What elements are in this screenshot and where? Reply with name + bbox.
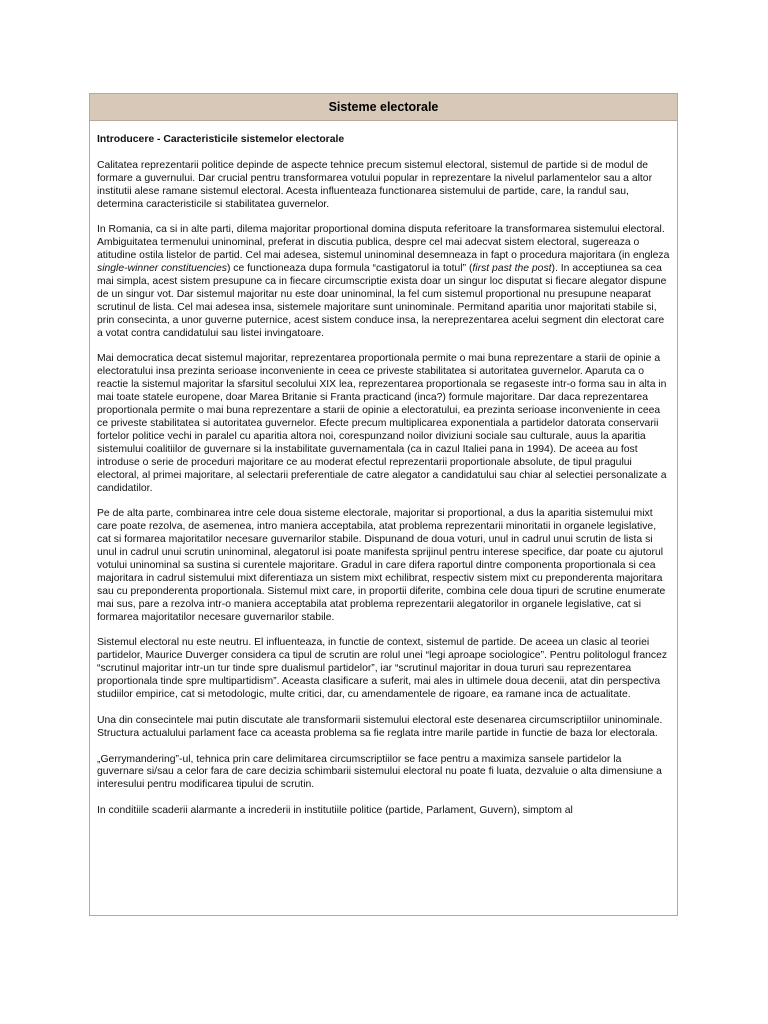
paragraph-7: „Gerrymandering”-ul, tehnica prin care delimitarea circumscriptiilor se face pentru a maximiza sansele partidelor la guvernare si/sau a celor fara de care decizia schimbarii sistemului electoral nu poate fi luata, dezvaluie o alta dimensiune a interesului pentru modificarea tipului de scrutin. <box>97 753 662 791</box>
document-title-bar <box>90 94 677 121</box>
paragraph-4: Pe de alta parte, combinarea intre cele doua sisteme electorale, majoritar si proportional, a dus la aparitia sistemului mixt care poate rezolva, de asemenea, intro maniera acceptabila, atat problema reprezentarii minoritatii in organele legislative, cat si formarea majoritatilor necesare guvernarilor stabile. Dispunand de doua voturi, unul in cadrul unui scrutin de lista si unul in cadrul unui scrutin uninominal, alegatorul isi poate manifesta sprijinul pentru interese specifice, dar poate cu ajutorul votului uninominal sa sustina si curentele majoritare. Gradul in care difera raportul dintre componenta proportionala si cea majoritara in cadrul sistemului mixt diferentiaza un sistem mixt echilibrat, respectiv sistem mixt cu preponderenta majoritara sau cu preponderenta proportionala. Sistemul mixt care, in proportii diferite, combina cele doua tipuri de scrutine enumerate mai sus, pare a rezolva intr-o maniera acceptabila atat problema reprezentarii alegatorilor in organele legislative, cat si formarea majoritatilor necesare guvernarilor stabile. <box>97 508 666 623</box>
paragraph-2-part-3: ). In acceptiunea sa cea mai simpla, acest sistem presupune ca in fiecare circumscriptie exista doar un singur loc disputat si fiecare alegator dispune de un singur vot. Dar sistemul majoritar nu este doar uninominal, la fel cum sistemul proportional nu presupune neaparat scrutinul de lista. Cel mai adesea insa, sistemele majoritare sunt uninominale. Permitand aparitia unor majoritati stabile si, prin consecinta, a unor guverne puternice, acest sistem conduce insa, la nereprezentarea acelui segment din electorat care a votat contra candidatului sau listei invingatoare. <box>97 263 667 339</box>
paragraph-2-part-1: In Romania, ca si in alte parti, dilema majoritar proportional domina disputa referitoare la transformarea sistemului electoral. Ambiguitatea termenului uninominal, preferat in discutia publica, despre cel mai adecvat sistem electoral, sugereaza o atitudine ostila listelor de partid. Cel mai adesea, sistemul uninominal desemneaza in fapt o procedura majoritara (in engleza <box>97 224 670 262</box>
paragraph-3: Mai democratica decat sistemul majoritar, reprezentarea proportionala permite o mai buna reprezentare a starii de opinie a electoratului insa prezinta serioase inconveniente in ceea ce priveste stabilitatea si autoritatea guvernelor. Aparuta ca o reactie la sistemul majoritar la sfarsitul secolului XIX lea, reprezentarea proportionala se regaseste intr-o forma sau in alta in mai toate statele europene, doar Marea Britanie si Franta practicand (inca?) formule majoritare. Dar daca reprezentarea proportionala permite o mai buna reprezentare a starii de opinie a electoratului, ea prezinta serioase inconveniente in ceea ce priveste stabilitatea si autoritatea guvernelor. Efecte precum multiplicarea exponentiala a partidelor datorata conservarii fortelor politice vechi in paralel cu aparitia altora noi, corespunzand noilor diviziuni sociale sau culturale, auus la aparitia sistemului coalitiilor de guvernare si la instabilitate guvernamentala (ca in cazul Italiei pana in 1994). De aceea au fost introduse o serie de proceduri majoritare ce au moderat efectul reprezentarii proportionale absolute, de tipul pragului electoral, al primei majoritare, al selectarii preferentiale de catre alegator a candidatului sau chiar al selectiei personalizate a candidatilor. <box>97 353 667 494</box>
document-panel <box>89 93 678 916</box>
paragraph-6: Una din consecintele mai putin discutate ale transformarii sistemului electoral este desenarea circumscriptiilor uninominale. Structura actualului parlament face ca aceasta problema sa fie reglata intre marile partide in functie de baza lor electorala. <box>97 714 663 739</box>
paragraph-8: In conditiile scaderii alarmante a increderii in institutiile politice (partide, Parlament, Guvern), simptom al <box>97 805 573 817</box>
paragraph-5: Sistemul electoral nu este neutru. El influenteaza, in functie de context, sistemul de partide. De aceea un clasic al teoriei partidelor, Maurice Duverger considera ca tipul de scrutin are rolul unei “legi aproape sociologice”. Pentru politologul francez “scrutinul majoritar intr-un tur tinde spre dualismul partidelor”, iar “scrutinul majoritar in doua tururi sau reprezentarea proportionala tinde spre multipartidism”. Aceasta clasificare a suferit, mai ales in ultimele doua decenii, atat din perspectiva studiilor empirice, cat si metodologic, multe critici, dar, cu amendamentele de rigoare, ea ramane inca de actualitate. <box>97 637 668 700</box>
paragraph-2 <box>97 224 670 340</box>
paragraph-1: Calitatea reprezentarii politice depinde de aspecte tehnice precum sistemul electoral, sistemul de partide si de modul de formare a guvernului. Dar crucial pentru transformarea votului popular in reprezentare la nivelul parlamentelor sau a altor institutii alese ramane sistemul electoral. Acesta influenteaza functionarea sistemului de partide, care, la randul sau, determina caracteristicile si stabilitatea guvernelor. <box>97 159 653 210</box>
document-title: Sisteme electorale <box>328 100 439 114</box>
paragraph-2-italic-2: first past the post <box>472 263 552 275</box>
paragraph-2-part-2: ) ce functioneaza dupa formula “castigatorul ia totul” ( <box>226 263 473 275</box>
paragraph-2-italic-1: single-winner constituencies <box>97 263 227 275</box>
document-content <box>90 121 677 818</box>
section-subtitle: Introducere - Caracteristicile sistemelor electorale <box>97 134 345 145</box>
